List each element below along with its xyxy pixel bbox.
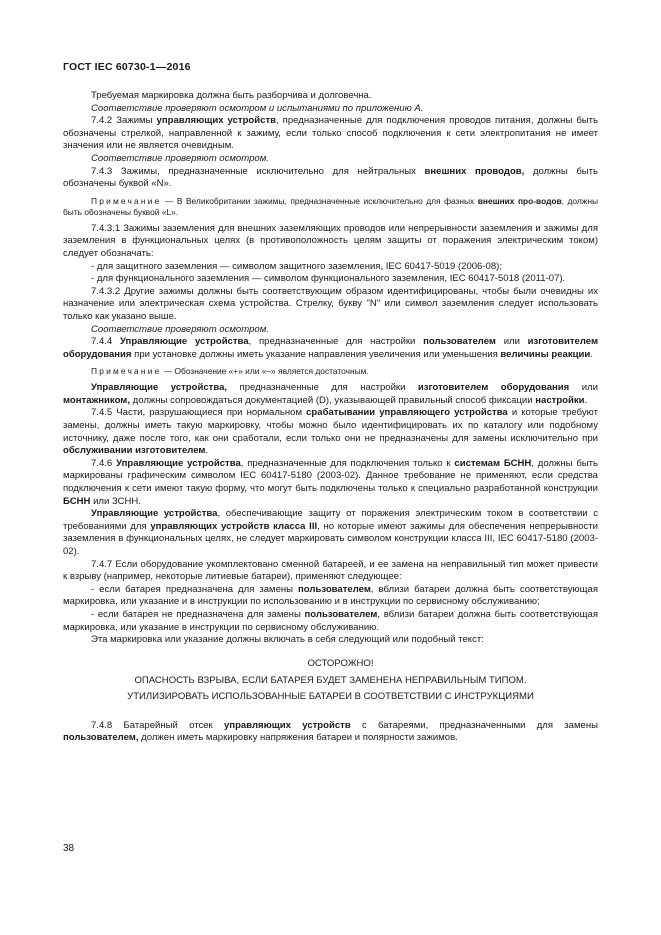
note: Примечание — Обозначение «+» или «–» является достаточным. bbox=[91, 366, 369, 377]
warning-title: ОСТОРОЖНО! bbox=[307, 657, 374, 669]
page-number: 38 bbox=[63, 843, 75, 854]
document-header: ГОСТ IEC 60730-1—2016 bbox=[63, 61, 191, 73]
list-item: - если батарея не предназначена для замены пользователем, вблизи батареи должна быть соответствующая маркировка, или указание в инструкции по сервисному обслуживанию. bbox=[63, 608, 598, 633]
list-item: - если батарея предназначена для замены пользователем, вблизи батареи должна быть соответствующая маркировка, или указание и в инструкции по использованию и в инструкции по сервисному обслуживанию; bbox=[63, 583, 598, 608]
warning-line: ОПАСНОСТЬ ВЗРЫВА, ЕСЛИ БАТАРЕЯ БУДЕТ ЗАМЕНЕНА НЕПРАВИЛЬНЫМ ТИПОМ. bbox=[134, 675, 527, 687]
compliance-check: Соответствие проверяют осмотром. bbox=[91, 323, 269, 335]
compliance-check: Соответствие проверяют осмотром и испытаниями по приложению А. bbox=[91, 102, 424, 114]
clause-7-4-2: 7.4.2 Зажимы управляющих устройств, предназначенные для подключения проводов питания, должны быть обозначены стрелкой, направленной к зажиму, если только способ подключения к сети электропитания не имеет значения или не является очевидным. bbox=[63, 115, 599, 152]
clause-7-4-3-1: 7.4.3.1 Зажимы заземления для внешних заземляющих проводов или непрерывности заземления и зажимы для заземления в функциональных целях (в противоположность целям защиты от поражения электрическим током) следует обозначать: bbox=[63, 222, 598, 259]
paragraph: Требуемая маркировка должна быть разборчива и долговечна. bbox=[91, 90, 372, 101]
clause-7-4-3-2: 7.4.3.2 Другие зажимы должны быть соответствующим образом идентифицированы, чтобы были очевидны их назначение или электрическая схема устройства. Стрелку, букву "N" или символ заземления следует использовать только как указано выше. bbox=[63, 285, 598, 322]
clause-7-4-7: 7.4.7 Если оборудование укомплектовано сменной батареей, и ее замена на неправильный тип может привести к взрыву (например, некоторые литиевые батареи), применяют следующее: bbox=[63, 558, 598, 583]
paragraph: Эта маркировка или указание должны включать в себя следующий или подобный текст: bbox=[91, 634, 484, 646]
paragraph: Управляющие устройства, обеспечивающие защиту от поражения электрическим током в соответствии с требованиями для управляющих устройств класса III, но которые имеют зажимы для обеспечения непрерывности заземления в функциональных целях, не следует маркировать символом конструкции класса III, IEC 60417-5180 (2003-02). bbox=[63, 508, 599, 557]
note: Примечание — В Великобритании зажимы, предназначенные исключительно для фазных внешних про-водов, должны быть обозначены буквой «L». bbox=[63, 195, 598, 217]
clause-7-4-3: 7.4.3 Зажимы, предназначенные исключительно для нейтральных внешних проводов, должны быть обозначены буквой «N». bbox=[63, 165, 599, 190]
list-item: - для защитного заземления — символом защитного заземления, IEC 60417-5019 (2006-08); bbox=[91, 260, 503, 272]
document-body bbox=[63, 90, 598, 745]
clause-7-4-4: 7.4.4 Управляющие устройства, предназначенные для настройки пользователем или изготовителем оборудования при установке должны иметь указание направления увеличения или уменьшения величины реакции. bbox=[63, 336, 599, 360]
clause-7-4-6: 7.4.6 Управляющие устройства, предназначенные для подключения только к системам БСНН, должны быть маркированы графическим символом IEC 60417-5180 (2003-02). Данное требование не применяют, если средства подключения к сети имеют такую форму, что могут быть подключены только к специально разработанной конструкции БСНН или ЗСНН. bbox=[63, 457, 599, 507]
compliance-check: Соответствие проверяют осмотром. bbox=[91, 152, 269, 164]
warning-line: УТИЛИЗИРОВАТЬ ИСПОЛЬЗОВАННЫЕ БАТАРЕИ В СООТВЕТСТВИИ С ИНСТРУКЦИЯМИ bbox=[127, 690, 534, 702]
list-item: - для функционального заземления — символом функционального заземления, IEC 60417-5018 (2011-07). bbox=[91, 273, 566, 285]
clause-7-4-5: 7.4.5 Части, разрушающиеся при нормальном срабатывании управляющего устройства и которые требуют замены, должны иметь такую маркировку, чтобы можно было идентифицировать их по каталогу или подобному источнику, даже после того, как они сработали, если только они не предназначены для замены исключительно при обслуживании изготовителем. bbox=[63, 407, 598, 457]
clause-7-4-8: 7.4.8 Батарейный отсек управляющих устройств с батареями, предназначенными для замены пользователем, должен иметь маркировку напряжения батареи и полярности зажимов. bbox=[63, 719, 598, 744]
paragraph: Управляющие устройства, предназначенные для настройки изготовителем оборудования или монтажником, должны сопровождаться документацией (D), указывающей правильный способ фиксации настройки. bbox=[63, 382, 598, 406]
